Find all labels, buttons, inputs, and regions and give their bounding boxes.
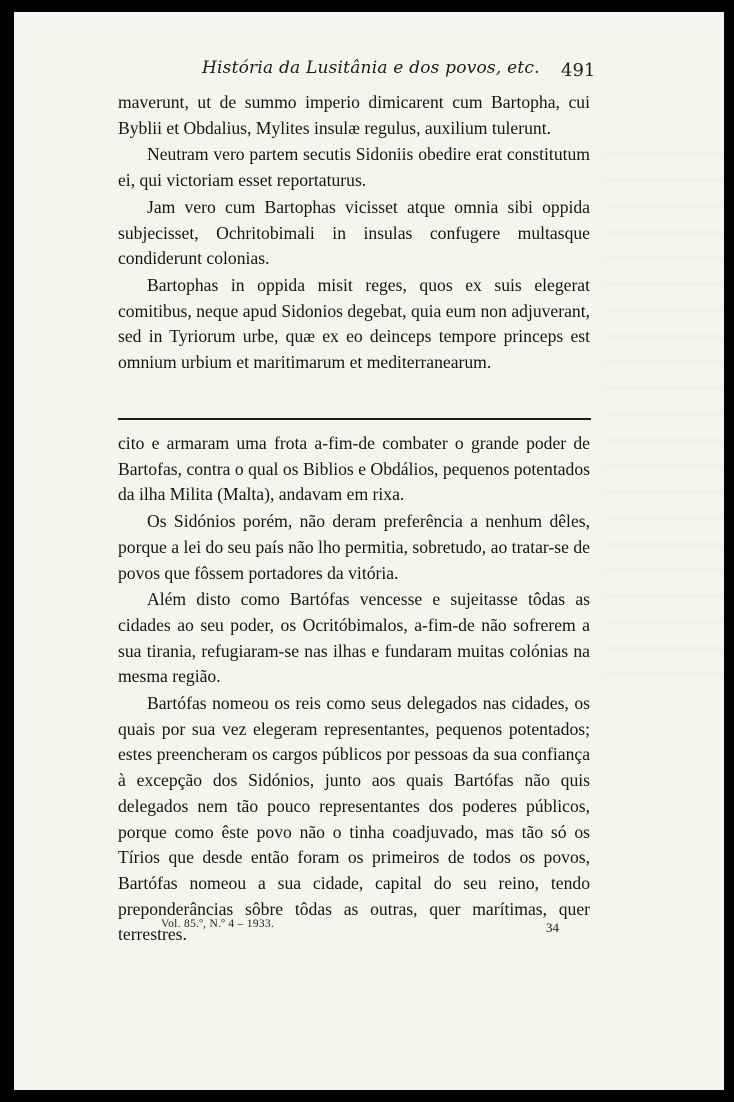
portuguese-paragraph: Os Sidónios porém, não deram preferência a nenhum dêles, porque a lei do seu país não lho permitia, sobretudo, ao tratar-se de povos que fôssem portadores da vitória. — [118, 511, 590, 583]
page-number: 491 — [561, 60, 596, 81]
latin-paragraph: Bartophas in oppida misit reges, quos ex suis elegerat comitibus, neque apud Sidonios degebat, quia eum non adjuverant, sed in Tyriorum urbe, quæ ex eo deinceps tempore princeps est omnium urbium et maritimarum et mediterranearum. — [118, 274, 590, 373]
portuguese-paragraph: cito e armaram uma frota a-fim-de combater o grande poder de Bartofas, contra o qual os Biblios e Obdálios, pequenos potentados da ilha Milita (Malta), andavam em rixa. — [118, 433, 590, 505]
running-title: História da Lusitânia e dos povos, etc. — [202, 58, 540, 78]
portuguese-paragraph: Além disto como Bartófas vencesse e sujeitasse tôdas as cidades ao seu poder, os Ocritóbimalos, a-fim-de não sofrerem a sua tirania, refugiaram-se nas ilhas e fundaram muitas colónias na mesma região. — [118, 589, 590, 687]
section-divider — [118, 418, 591, 420]
latin-paragraph: Jam vero cum Bartophas vicisset atque omnia sibi oppida subjecisset, Ochritobimali in insulas confugere multasque condiderunt colonias. — [118, 196, 590, 269]
page-header — [14, 58, 724, 88]
latin-paragraph: Neutram vero partem secutis Sidoniis obedire erat constitutum ei, qui victoriam esset reportaturus. — [118, 144, 590, 191]
page-footer — [14, 918, 724, 942]
paper-show-through — [604, 132, 724, 692]
portuguese-text-block — [118, 431, 590, 949]
volume-signature: Vol. 85.º, N.º 4 – 1933. — [161, 918, 275, 930]
sheet-number: 34 — [546, 920, 559, 935]
latin-text-block — [118, 90, 590, 377]
book-page — [14, 12, 724, 1090]
portuguese-paragraph: Bartófas nomeou os reis como seus delegados nas cidades, os quais por sua vez elegeram representantes, pequenos potentados; estes preencheram os cargos públicos por pessoas da sua confiança à excepção dos Sidónios, junto aos quais Bartófas não quis delegados nem tão pouco representantes dos poderes públicos, porque como êste povo não o tinha coadjuvado, mas tão só os Tírios que desde então foram os primeiros de todos os povos, Bartófas nomeou a sua cidade, capital do seu reino, tendo preponderâncias sôbre tôdas as outras, quer marítimas, quer terrestres. — [118, 693, 590, 945]
latin-paragraph: maverunt, ut de summo imperio dimicarent cum Bartopha, cui Byblii et Obdalius, Mylites insulæ regulus, auxilium tulerunt. — [118, 92, 590, 138]
